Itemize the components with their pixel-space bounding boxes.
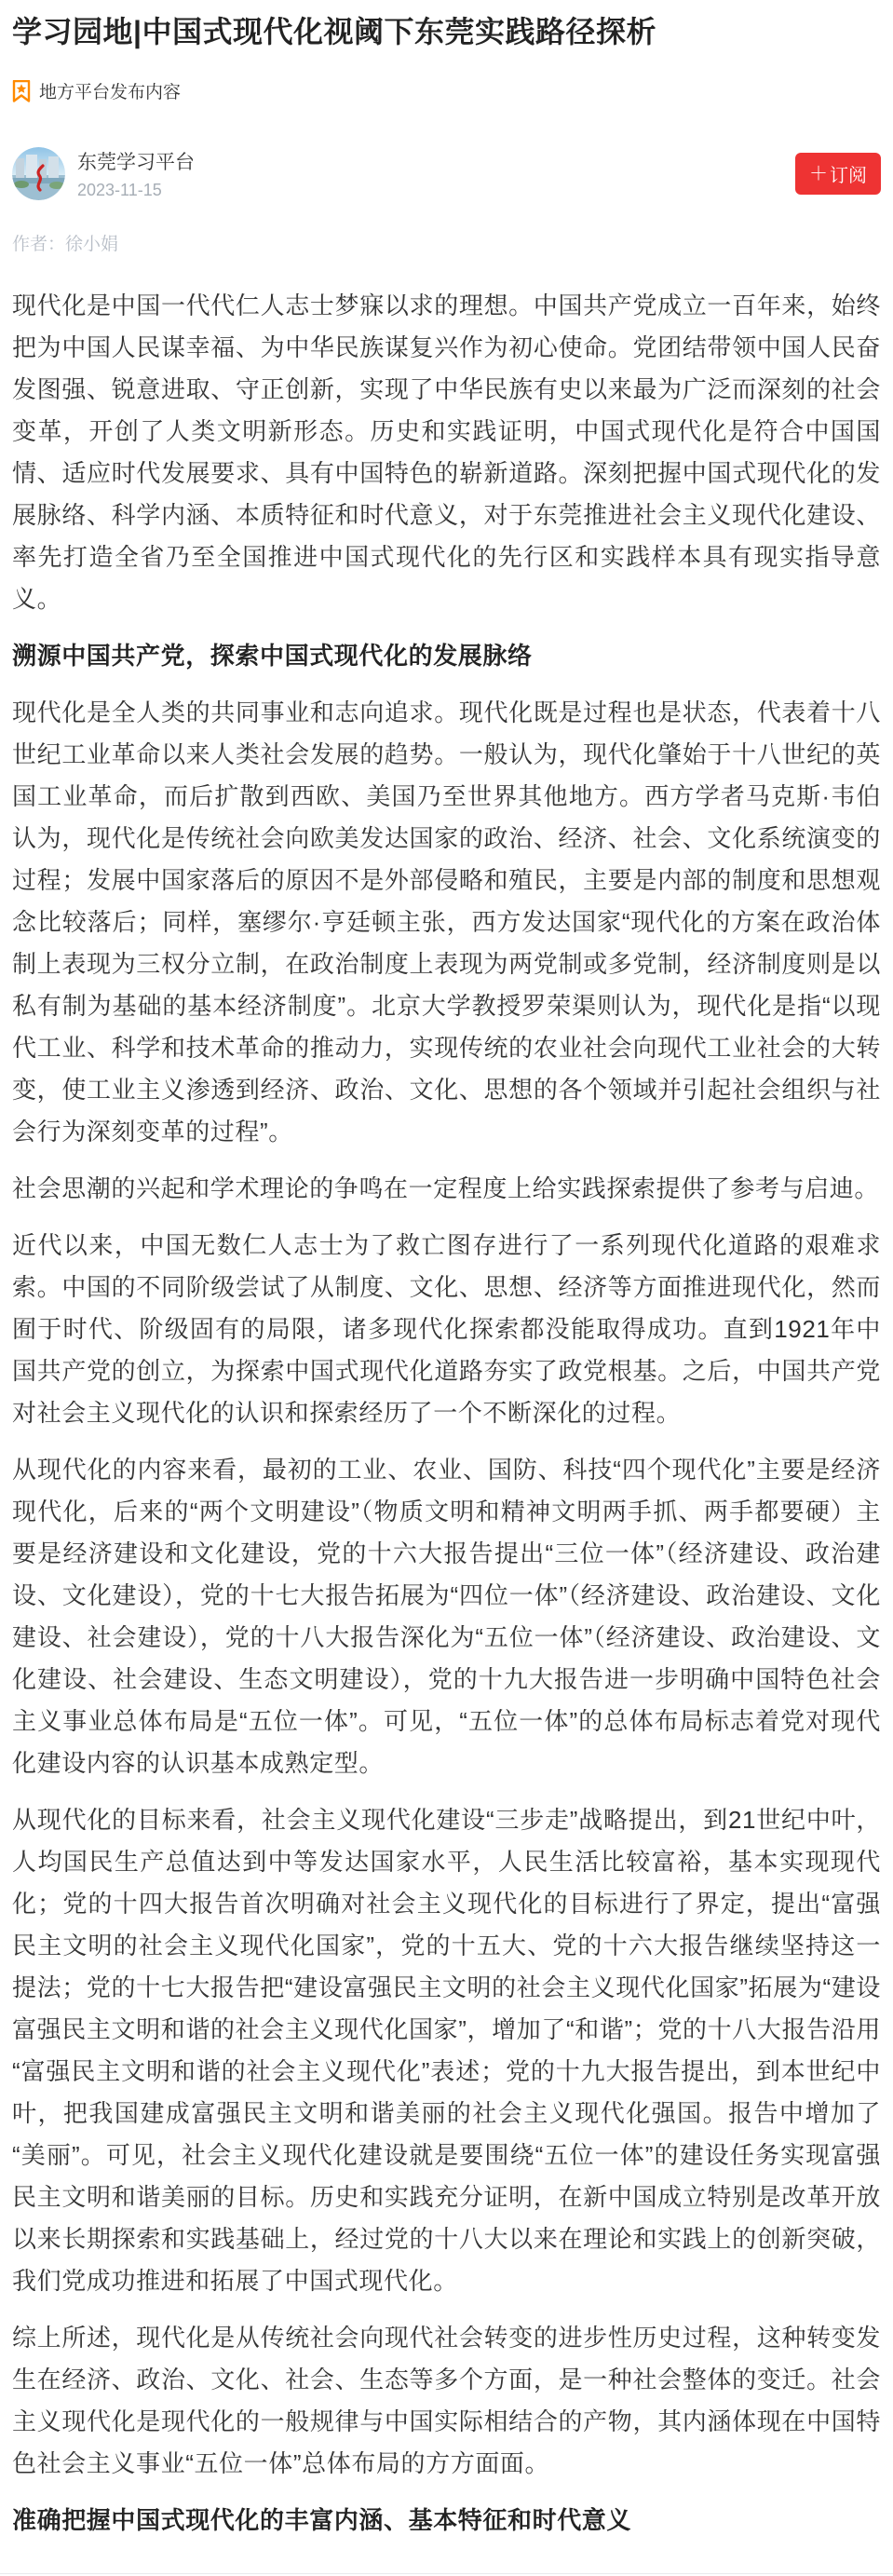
paragraph: 综上所述，现代化是从传统社会向现代社会转变的进步性历史过程，这种转变发生在经济、政治、文化、社会、生态等多个方面，是一种社会整体的变迁。社会主义现代化是现代化的一般规律与中国实际相结合的产物，其内涵体现在中国特色社会主义事业“五位一体”总体布局的方方面面。 (12, 2324, 881, 2477)
avatar[interactable] (12, 147, 65, 200)
paragraph: 近代以来，中国无数仁人志士为了救亡图存进行了一系列现代化道路的艰难求索。中国的不同阶级尝试了从制度、文化、思想、经济等方面推进现代化，然而囿于时代、阶级固有的局限，诸多现代化探索都没能取得成功。直到1921年中国共产党的创立，为探索中国式现代化道路夯实了政党根基。之后，中国共产党对社会主义现代化的认识和探索经历了一个不断深化的过程。 (12, 1231, 881, 1427)
source-badge (12, 78, 881, 103)
paragraph: 现代化是中国一代代仁人志士梦寐以求的理想。中国共产党成立一百年来，始终把为中国人民谋幸福、为中华民族谋复兴作为初心使命。党团结带领中国人民奋发图强、锐意进取、守正创新，实现了中华民族有史以来最为广泛而深刻的社会变革，开创了人类文明新形态。历史和实践证明，中国式现代化是符合中国国情、适应时代发展要求、具有中国特色的崭新道路。深刻把握中国式现代化的发展脉络、科学内涵、本质特征和时代意义，对于东莞推进社会主义现代化建设、率先打造全省乃至全国推进中国式现代化的先行区和实践样本具有现实指导意义。 (12, 291, 881, 613)
author-card (12, 147, 881, 200)
publish-date: 2023-11-15 (77, 181, 162, 199)
section-heading: 溯源中国共产党，探索中国式现代化的发展脉络 (12, 642, 533, 670)
plus-icon: ＋ (809, 163, 828, 184)
subscribe-button[interactable] (795, 153, 881, 195)
page-title: 学习园地|中国式现代化视阈下东莞实践路径探析 (12, 15, 656, 48)
subscribe-label: 订阅 (830, 166, 867, 186)
city-avatar-image (12, 147, 65, 200)
paragraph: 从现代化的内容来看，最初的工业、农业、国防、科技“四个现代化”主要是经济现代化，后来的“两个文明建设”（物质文明和精神文明两手抓、两手都要硬）主要是经济建设和文化建设，党的十六大报告提出“三位一体”（经济建设、政治建设、文化建设），党的十七大报告拓展为“四位一体”（经济建设、政治建设、文化建设、社会建设），党的十八大报告深化为“五位一体”（经济建设、政治建设、文化建设、社会建设、生态文明建设），党的十九大报告进一步明确中国特色社会主义事业总体布局是“五位一体”。可见，“五位一体”的总体布局标志着党对现代化建设内容的认识基本成熟定型。 (12, 1456, 881, 1777)
byline: 作者：徐小娟 (12, 235, 119, 254)
section-heading: 准确把握中国式现代化的丰富内涵、基本特征和时代意义 (12, 2506, 632, 2534)
paragraph: 社会思潮的兴起和学术理论的争鸣在一定程度上给实践探索提供了参考与启迪。 (12, 1174, 880, 1202)
author-name[interactable]: 东莞学习平台 (77, 152, 195, 173)
article-body (12, 285, 881, 2542)
bottom-divider (0, 2573, 893, 2574)
badge-label: 地方平台发布内容 (39, 83, 182, 102)
paragraph: 现代化是全人类的共同事业和志向追求。现代化既是过程也是状态，代表着十八世纪工业革命以来人类社会发展的趋势。一般认为，现代化肇始于十八世纪的英国工业革命，而后扩散到西欧、美国乃至世界其他地方。西方学者马克斯·韦伯认为，现代化是传统社会向欧美发达国家的政治、经济、社会、文化系统演变的过程；发展中国家落后的原因不是外部侵略和殖民，主要是内部的制度和思想观念比较落后；同样，塞缪尔·亨廷顿主张，西方发达国家“现代化的方案在政治体制上表现为三权分立制，在政治制度上表现为两党制或多党制，经济制度则是以私有制为基础的基本经济制度”。北京大学教授罗荣渠则认为，现代化是指“以现代工业、科学和技术革命的推动力，实现传统的农业社会向现代工业社会的大转变，使工业主义渗透到经济、政治、文化、思想的各个领域并引起社会组织与社会行为深刻变革的过程”。 (12, 698, 881, 1146)
paragraph: 从现代化的目标来看，社会主义现代化建设“三步走”战略提出，到21世纪中叶，人均国民生产总值达到中等发达国家水平，人民生活比较富裕，基本实现现代化；党的十四大报告首次明确对社会主义现代化的目标进行了界定，提出“富强民主文明的社会主义现代化国家”，党的十五大、党的十六大报告继续坚持这一提法；党的十七大报告把“建设富强民主文明的社会主义现代化国家”拓展为“建设富强民主文明和谐的社会主义现代化国家”，增加了“和谐”；党的十八大报告沿用“富强民主文明和谐的社会主义现代化”表述；党的十九大报告提出，到本世纪中叶，把我国建成富强民主文明和谐美丽的社会主义现代化强国。报告中增加了“美丽”。可见，社会主义现代化建设就是要围绕“五位一体”的建设任务实现富强民主文明和谐美丽的目标。历史和实践充分证明，在新中国成立特别是改革开放以来长期探索和实践基础上，经过党的十八大以来在理论和实践上的创新突破，我们党成功推进和拓展了中国式现代化。 (12, 1806, 881, 2295)
bookmark-star-icon (12, 80, 31, 102)
